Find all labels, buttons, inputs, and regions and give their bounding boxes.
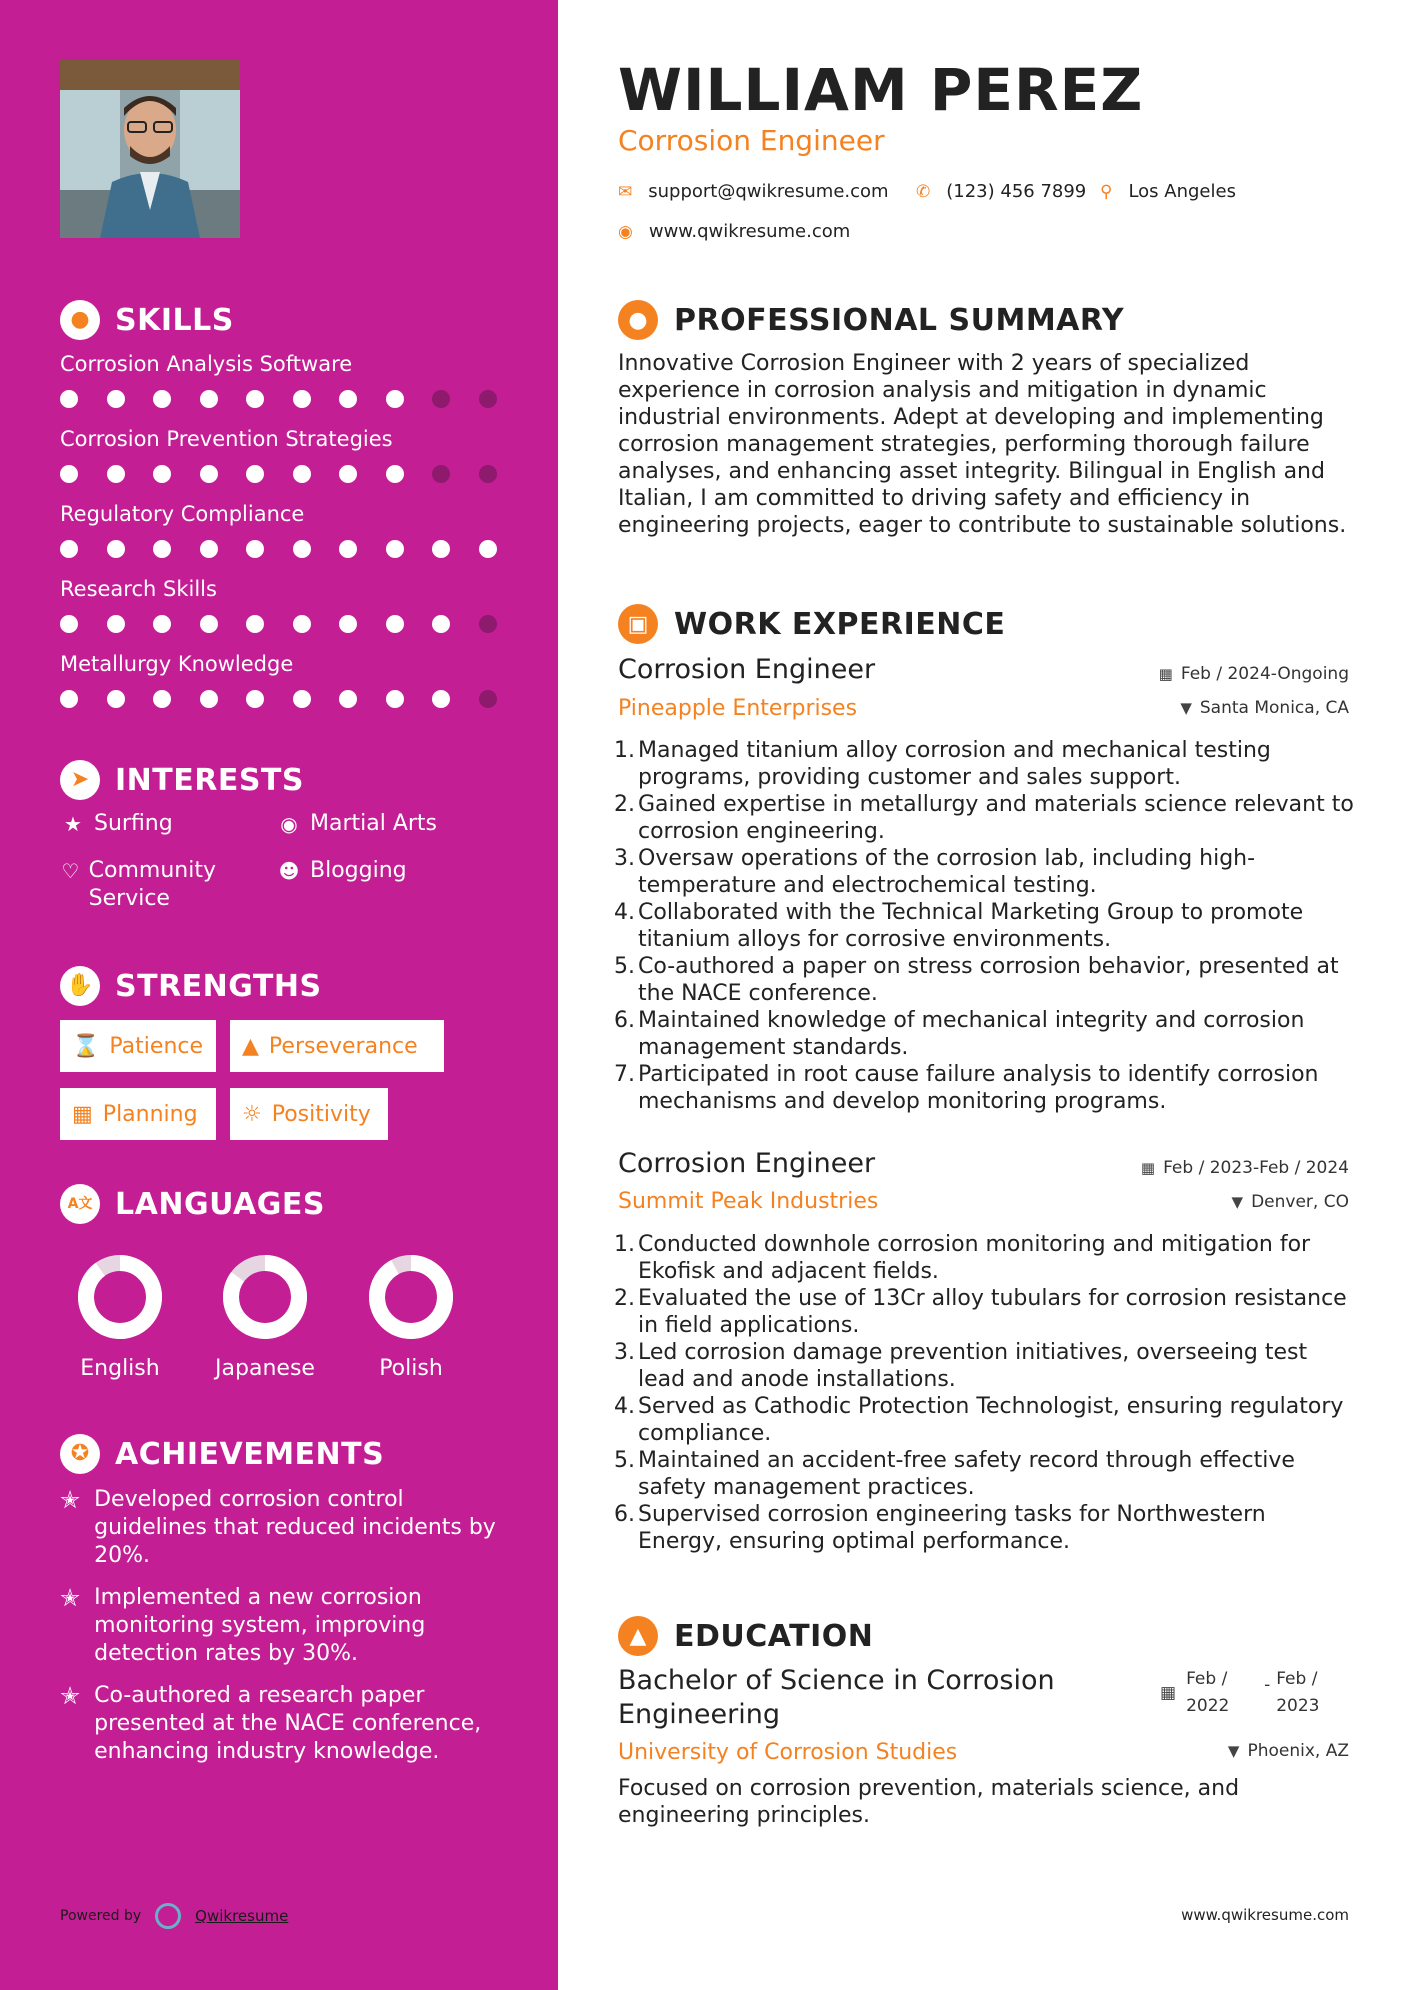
skill-dot-filled [107, 465, 125, 483]
skill-dot-filled [107, 690, 125, 708]
globe-icon: ◉ [280, 812, 298, 836]
shooting-star-icon: ✭ [60, 1486, 81, 1514]
job-bullet [614, 1007, 1354, 1061]
bullet-number: 2. [614, 1286, 635, 1311]
bullet-number: 3. [614, 1340, 635, 1365]
job-dates-text: Feb / 2023-Feb / 2024 [1163, 1158, 1349, 1178]
language-item [195, 1252, 335, 1381]
contact-email [618, 181, 889, 202]
powered-by-label: Powered by [60, 1908, 142, 1924]
hourglass-icon: ⌛ [72, 1033, 100, 1059]
skill-dot-filled [153, 540, 171, 558]
bullet-number: 7. [614, 1062, 635, 1087]
bullet-text: Supervised corrosion engineering tasks for Northwestern Energy, ensuring optimal performance. [638, 1502, 1266, 1554]
achievement-item [60, 1486, 510, 1570]
education-separator: - [1264, 1675, 1271, 1695]
graduation-cap-icon: ▲ [618, 1616, 658, 1656]
calendar-icon: ▦ [1140, 1159, 1156, 1177]
shooting-star-icon: ✭ [60, 1682, 81, 1710]
skill-dot-filled [293, 540, 311, 558]
education-start: Feb / 2022 [1186, 1669, 1230, 1716]
skill-dot-empty [432, 465, 450, 483]
skill-dot-empty [479, 390, 497, 408]
language-name: Japanese [215, 1356, 315, 1381]
bullet-number: 4. [614, 1394, 635, 1419]
bullet-number: 2. [614, 792, 635, 817]
star-icon: ★ [64, 812, 82, 836]
skill-dot-empty [479, 615, 497, 633]
user-icon: ● [618, 300, 658, 340]
contact-website [618, 221, 850, 242]
profile-photo-image [60, 60, 240, 238]
skill-dot-filled [339, 615, 357, 633]
summary-text: Innovative Corrosion Engineer with 2 years of specialized experience in corrosion analysis and mitigation in dynamic industrial environments. Adept at developing and implementing corrosion management strategies, performing thorough failure analyses, and enhancing asset integrity. Bilingual in English and Italian, I am committed to driving safety and efficiency in engineering projects, eager to contribute to sustainable solutions. [618, 351, 1347, 538]
strengths-heading [60, 966, 322, 1006]
summary-heading [618, 300, 1124, 340]
skill-dot-filled [339, 390, 357, 408]
skill-dot-filled [60, 540, 78, 558]
strength-chip [230, 1020, 444, 1072]
achievement-text: Developed corrosion control guidelines that reduced incidents by 20%. [94, 1487, 496, 1568]
bullet-number: 1. [614, 1232, 635, 1257]
language-ring-fill [86, 1263, 154, 1331]
school-name: University of Corrosion Studies [618, 1740, 958, 1765]
candidate-name: WILLIAM PEREZ [618, 56, 1144, 124]
email-text[interactable]: support@qwikresume.com [648, 181, 889, 202]
website-text[interactable]: www.qwikresume.com [648, 221, 851, 242]
job-location [1180, 698, 1349, 718]
bullet-text: Managed titanium alloy corrosion and mechanical testing programs, providing customer and sales support. [638, 738, 1271, 790]
calendar-icon: ▦ [1160, 1683, 1177, 1703]
education-location-text: Phoenix, AZ [1247, 1741, 1349, 1761]
medal-icon: ✪ [60, 1434, 100, 1474]
bullet-number: 5. [614, 1448, 635, 1473]
skill-dot-filled [293, 465, 311, 483]
skill-dot-empty [432, 390, 450, 408]
achievements-title: ACHIEVEMENTS [115, 1436, 385, 1472]
job-bullet [614, 899, 1354, 953]
job-bullet [614, 1285, 1354, 1339]
skill-dot-filled [246, 465, 264, 483]
skill-dot-filled [200, 465, 218, 483]
globe-icon: ◉ [618, 221, 633, 242]
skill-dot-filled [432, 540, 450, 558]
skill-rating [60, 690, 500, 710]
education-dates [1160, 1666, 1336, 1720]
job-bullet [614, 1447, 1354, 1501]
map-pin-icon: ⚲ [1100, 181, 1113, 202]
interest-label: Martial Arts [310, 811, 438, 836]
skill-dot-filled [386, 465, 404, 483]
bullet-text: Collaborated with the Technical Marketing Group to promote titanium alloys for corrosive environments. [638, 900, 1304, 952]
strength-label: Perseverance [268, 1033, 418, 1059]
skill-name: Regulatory Compliance [60, 502, 305, 526]
job-bullet [614, 953, 1354, 1007]
skills-title: SKILLS [115, 302, 234, 338]
skill-dot-filled [339, 540, 357, 558]
fist-icon: ✋ [60, 966, 100, 1006]
education-description: Focused on corrosion prevention, materials science, and engineering principles. [618, 1776, 1240, 1828]
strength-label: Patience [109, 1033, 204, 1059]
achievement-item [60, 1584, 510, 1668]
bullet-number: 3. [614, 846, 635, 871]
qwikresume-logo-icon [155, 1903, 181, 1929]
phone-text[interactable]: (123) 456 7899 [946, 181, 1087, 202]
experience-title: WORK EXPERIENCE [674, 606, 1006, 642]
candidate-role: Corrosion Engineer [618, 124, 885, 157]
bullet-text: Participated in root cause failure analysis to identify corrosion mechanisms and develop monitoring programs. [638, 1062, 1319, 1114]
calendar-icon: ▦ [1158, 665, 1173, 683]
heart-icon: ♡ [61, 859, 80, 883]
job-bullet [614, 1061, 1354, 1115]
bullet-text: Served as Cathodic Protection Technologist, ensuring regulatory compliance. [638, 1394, 1344, 1446]
skill-dot-empty [479, 690, 497, 708]
interest-label: Surfing [94, 811, 173, 836]
interest-item [276, 857, 516, 885]
language-item [341, 1252, 481, 1381]
job-bullets [614, 737, 1354, 1115]
skill-name: Corrosion Prevention Strategies [60, 427, 393, 451]
skill-dot-filled [107, 540, 125, 558]
interests-title: INTERESTS [115, 762, 304, 798]
skill-dot-filled [153, 690, 171, 708]
job-location-text: Santa Monica, CA [1199, 698, 1349, 718]
skill-rating [60, 540, 500, 560]
phone-icon: ✆ [916, 181, 931, 202]
skill-dot-filled [293, 690, 311, 708]
education-heading [618, 1616, 873, 1656]
skill-name: Corrosion Analysis Software [60, 352, 353, 376]
language-ring [220, 1252, 310, 1342]
skill-dot-filled [200, 390, 218, 408]
bullet-text: Gained expertise in metallurgy and materials science relevant to corrosion engineering. [638, 792, 1354, 844]
job-dates [1159, 664, 1349, 684]
skill-dot-filled [60, 390, 78, 408]
profile-photo [60, 60, 240, 238]
company-name: Summit Peak Industries [618, 1189, 879, 1214]
skill-dot-filled [107, 390, 125, 408]
bullet-number: 6. [614, 1502, 635, 1527]
strengths-title: STRENGTHS [115, 968, 322, 1004]
shooting-star-icon: ✭ [60, 1584, 81, 1612]
strength-label: Positivity [271, 1101, 371, 1127]
language-ring-fill [377, 1263, 445, 1331]
education-title: EDUCATION [674, 1618, 874, 1654]
powered-by [60, 1903, 288, 1929]
bullet-number: 1. [614, 738, 635, 763]
job-location-text: Denver, CO [1251, 1192, 1349, 1212]
pin-icon: ▼ [1231, 1193, 1244, 1211]
bullet-text: Oversaw operations of the corrosion lab, including high-temperature and electrochemical testing. [638, 846, 1256, 898]
location-text: Los Angeles [1128, 181, 1236, 202]
skill-dot-filled [200, 540, 218, 558]
achievement-text: Implemented a new corrosion monitoring system, improving detection rates by 30%. [94, 1585, 426, 1666]
language-name: Polish [379, 1356, 443, 1381]
achievement-item [60, 1682, 510, 1766]
skill-dot-filled [200, 615, 218, 633]
skill-dot-filled [246, 690, 264, 708]
skill-rating [60, 390, 500, 410]
skill-dot-filled [386, 540, 404, 558]
translate-icon: A文 [60, 1184, 100, 1224]
language-name: English [80, 1356, 160, 1381]
company-name: Pineapple Enterprises [618, 696, 858, 721]
skill-dot-filled [153, 390, 171, 408]
language-ring [366, 1252, 456, 1342]
skill-dot-filled [293, 615, 311, 633]
skills-heading [60, 300, 234, 340]
degree-title: Bachelor of Science in Corrosion Engineering [618, 1665, 1055, 1730]
languages-title: LANGUAGES [115, 1186, 325, 1222]
strength-label: Planning [102, 1101, 198, 1127]
job-bullets [614, 1231, 1354, 1555]
job-bullet [614, 1231, 1354, 1285]
bullet-text: Evaluated the use of 13Cr alloy tubulars for corrosion resistance in field applications. [638, 1286, 1347, 1338]
bullet-number: 4. [614, 900, 635, 925]
skill-dot-filled [60, 615, 78, 633]
interest-item [60, 810, 260, 838]
language-ring [75, 1252, 165, 1342]
skill-dot-filled [153, 465, 171, 483]
users-icon: ☻ [278, 859, 300, 883]
bullet-text: Conducted downhole corrosion monitoring and mitigation for Ekofisk and adjacent fields. [638, 1232, 1311, 1284]
lightbulb-icon: ● [60, 300, 100, 340]
job-title: Corrosion Engineer [618, 1148, 876, 1179]
achievement-text: Co-authored a research paper presented at the NACE conference, enhancing industry knowledge. [94, 1683, 482, 1764]
calendar-icon: ▦ [72, 1101, 93, 1127]
envelope-icon: ✉ [618, 181, 633, 202]
footer-url[interactable]: www.qwikresume.com [1181, 1906, 1349, 1924]
skill-dot-filled [293, 390, 311, 408]
skill-dot-filled [339, 690, 357, 708]
interest-item [60, 857, 260, 913]
skill-dot-filled [153, 615, 171, 633]
achievements-heading [60, 1434, 384, 1474]
briefcase-icon: ▣ [618, 604, 658, 644]
strength-chip [60, 1020, 216, 1072]
skill-rating [60, 615, 500, 635]
skill-dot-empty [479, 465, 497, 483]
paper-plane-icon: ➤ [60, 760, 100, 800]
job-bullet [614, 1501, 1354, 1555]
skill-dot-filled [107, 615, 125, 633]
pin-icon: ▼ [1227, 1742, 1240, 1760]
skill-dot-filled [386, 390, 404, 408]
skill-dot-filled [386, 690, 404, 708]
interest-label: Community Service [88, 858, 216, 911]
skill-dot-filled [60, 465, 78, 483]
languages-heading [60, 1184, 325, 1224]
bullet-text: Maintained knowledge of mechanical integrity and corrosion management standards. [638, 1008, 1305, 1060]
skill-dot-filled [246, 540, 264, 558]
job-bullet [614, 1393, 1354, 1447]
education-location [1228, 1741, 1349, 1761]
bullet-text: Led corrosion damage prevention initiatives, overseeing test lead and anode installations. [638, 1340, 1308, 1392]
job-bullet [614, 845, 1354, 899]
strength-chip [60, 1088, 216, 1140]
skill-rating [60, 465, 500, 485]
skill-dot-filled [246, 390, 264, 408]
skill-dot-filled [339, 465, 357, 483]
summary-title: PROFESSIONAL SUMMARY [674, 302, 1125, 338]
skill-dot-filled [432, 615, 450, 633]
strength-chip [230, 1088, 388, 1140]
interest-item [276, 810, 516, 838]
skill-dot-filled [386, 615, 404, 633]
skill-dot-filled [432, 690, 450, 708]
sun-icon: ☼ [242, 1101, 262, 1127]
qwikresume-link[interactable]: Qwikresume [195, 1907, 289, 1925]
bullet-number: 6. [614, 1008, 635, 1033]
road-icon: ▲ [242, 1033, 259, 1059]
contact-phone [916, 181, 1086, 202]
bullet-text: Co-authored a paper on stress corrosion behavior, presented at the NACE conference. [638, 954, 1339, 1006]
language-item [50, 1252, 190, 1381]
skill-dot-filled [246, 615, 264, 633]
job-bullet [614, 791, 1354, 845]
job-bullet [614, 737, 1354, 791]
bullet-text: Maintained an accident-free safety record through effective safety management practices. [638, 1448, 1295, 1500]
skill-dot-filled [479, 540, 497, 558]
job-location [1232, 1192, 1349, 1212]
job-bullet [614, 1339, 1354, 1393]
education-end: Feb / 2023 [1276, 1669, 1320, 1716]
contact-location [1100, 181, 1236, 202]
interests-heading [60, 760, 304, 800]
bullet-number: 5. [614, 954, 635, 979]
skill-name: Research Skills [60, 577, 217, 601]
experience-heading [618, 604, 1005, 644]
job-title: Corrosion Engineer [618, 654, 876, 685]
pin-icon: ▼ [1180, 699, 1192, 717]
sidebar [0, 0, 558, 1990]
skill-dot-filled [200, 690, 218, 708]
interest-label: Blogging [310, 858, 407, 883]
job-dates [1141, 1158, 1349, 1178]
skill-name: Metallurgy Knowledge [60, 652, 294, 676]
job-dates-text: Feb / 2024-Ongoing [1180, 664, 1349, 684]
skill-dot-filled [60, 690, 78, 708]
